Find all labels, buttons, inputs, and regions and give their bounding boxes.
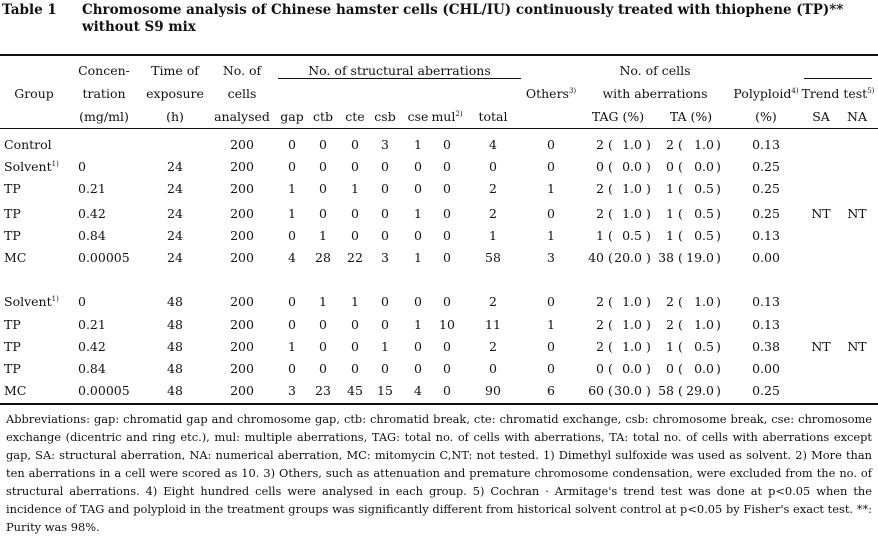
cell-tag-close: ) — [646, 228, 651, 243]
cell-tag-count: 0 — [596, 159, 604, 174]
row-group-label: TP — [4, 361, 21, 376]
cell-ta-count: 1 — [666, 339, 674, 354]
cell-ta-percent: 19.0 — [686, 250, 714, 265]
row-group — [4, 137, 52, 152]
cell-gap: 0 — [288, 361, 296, 376]
cell-ta-count: 0 — [666, 361, 674, 376]
cell-tag-open: ( — [608, 250, 613, 265]
trend-na-48h: NT — [847, 339, 867, 354]
row-group — [4, 228, 21, 243]
cell-ta-count: 1 — [666, 206, 674, 221]
header-ta: TA (%) — [669, 109, 713, 124]
cell-tag-close: ) — [646, 383, 651, 398]
cell-cte: 0 — [351, 137, 359, 152]
cell-tag-close: ) — [646, 137, 651, 152]
cell-ta-close: ) — [716, 159, 721, 174]
cell-total: 0 — [489, 159, 497, 174]
row-group-label: TP — [4, 206, 21, 221]
cell-tag-percent: 1.0 — [622, 317, 642, 332]
header-polyploid: Polyploid$^{4)}$ — [733, 86, 799, 101]
cell-ta-close: ) — [716, 181, 721, 196]
cell-time: 48 — [167, 294, 183, 309]
cell-ctb: 0 — [319, 206, 327, 221]
cell-csb: 1 — [381, 339, 389, 354]
cell-mul: 0 — [443, 228, 451, 243]
cell-others: 0 — [547, 294, 555, 309]
cell-gap: 0 — [288, 294, 296, 309]
cell-mul: 0 — [443, 181, 451, 196]
cell-total: 1 — [489, 228, 497, 243]
cell-tag-open: ( — [608, 181, 613, 196]
header-cells-2: cells — [227, 86, 257, 101]
cell-ctb: 23 — [315, 383, 331, 398]
cell-csb: 0 — [381, 294, 389, 309]
trend-na-24h: NT — [847, 206, 867, 221]
cell-gap: 1 — [288, 181, 296, 196]
cell-tag-close: ) — [646, 361, 651, 376]
cell-mul: 10 — [439, 317, 455, 332]
cell-ctb: 0 — [319, 317, 327, 332]
cell-conc: 0.84 — [78, 228, 106, 243]
cell-total: 0 — [489, 361, 497, 376]
header-concentration-3: (mg/ml) — [79, 109, 129, 124]
cell-tag-close: ) — [646, 339, 651, 354]
cell-ta-count: 2 — [666, 294, 674, 309]
cell-ctb: 0 — [319, 159, 327, 174]
row-group-label: TP — [4, 228, 21, 243]
cell-gap: 0 — [288, 228, 296, 243]
cell-tag-close: ) — [646, 317, 651, 332]
cell-csb: 0 — [381, 317, 389, 332]
cell-time: 24 — [167, 206, 183, 221]
cell-others: 0 — [547, 159, 555, 174]
trend-sa-24h: NT — [811, 206, 831, 221]
cell-tag-open: ( — [608, 317, 613, 332]
cell-cells: 200 — [230, 383, 254, 398]
cell-poly: 0.00 — [752, 250, 780, 265]
cell-csb: 3 — [381, 250, 389, 265]
cell-mul: 0 — [443, 137, 451, 152]
row-group — [4, 206, 21, 221]
cell-cte: 0 — [351, 159, 359, 174]
cell-conc: 0.42 — [78, 339, 106, 354]
cell-cte: 22 — [347, 250, 363, 265]
cell-ta-count: 1 — [666, 228, 674, 243]
header-csb: csb — [374, 109, 396, 124]
cell-cells: 200 — [230, 361, 254, 376]
table-number: Table 1 — [2, 2, 57, 18]
row-group — [4, 181, 21, 196]
header-time-1: Time of — [151, 63, 199, 78]
row-group — [4, 159, 59, 174]
cell-cse: 1 — [414, 250, 422, 265]
row-group — [4, 361, 21, 376]
cell-tag-open: ( — [608, 137, 613, 152]
row-group — [4, 294, 59, 309]
cell-cse: 0 — [414, 228, 422, 243]
cell-tag-percent: 1.0 — [622, 294, 642, 309]
header-gap: gap — [280, 109, 304, 124]
cell-cse: 0 — [414, 294, 422, 309]
header-cells-with-aberrations-1: No. of cells — [619, 63, 691, 78]
cell-ctb: 0 — [319, 181, 327, 196]
cell-cse: 0 — [414, 159, 422, 174]
cell-time: 48 — [167, 383, 183, 398]
cell-others: 0 — [547, 206, 555, 221]
cell-tag-percent: 30.0 — [614, 383, 642, 398]
table-title — [2, 2, 872, 36]
cell-total: 4 — [489, 137, 497, 152]
cell-ta-open: ( — [678, 383, 683, 398]
cell-tag-percent: 20.0 — [614, 250, 642, 265]
cell-ta-close: ) — [716, 317, 721, 332]
cell-ctb: 1 — [319, 228, 327, 243]
cell-time: 24 — [167, 159, 183, 174]
cell-cells: 200 — [230, 339, 254, 354]
cell-poly: 0.13 — [752, 317, 780, 332]
cell-ta-percent: 1.0 — [694, 317, 714, 332]
cell-poly: 0.13 — [752, 137, 780, 152]
cell-ta-percent: 0.5 — [694, 339, 714, 354]
header-time-2: exposure — [146, 86, 204, 101]
header-mul: mul$^{2)}$ — [431, 109, 463, 124]
header-cse: cse — [407, 109, 429, 124]
cell-mul: 0 — [443, 250, 451, 265]
cell-gap: 0 — [288, 159, 296, 174]
cell-cte: 45 — [347, 383, 363, 398]
cell-poly: 0.25 — [752, 206, 780, 221]
cell-gap: 1 — [288, 339, 296, 354]
cell-ta-open: ( — [678, 159, 683, 174]
cell-cells: 200 — [230, 317, 254, 332]
cell-cells: 200 — [230, 250, 254, 265]
cell-ta-close: ) — [716, 137, 721, 152]
cell-tag-count: 2 — [596, 181, 604, 196]
cell-time: 24 — [167, 250, 183, 265]
row-group-label: TP — [4, 339, 21, 354]
cell-gap: 4 — [288, 250, 296, 265]
cell-others: 1 — [547, 228, 555, 243]
cell-total: 90 — [485, 383, 501, 398]
cell-mul: 0 — [443, 206, 451, 221]
cell-ta-count: 2 — [666, 137, 674, 152]
cell-time: 24 — [167, 228, 183, 243]
cell-tag-percent: 1.0 — [622, 137, 642, 152]
cell-mul: 0 — [443, 159, 451, 174]
cell-tag-count: 1 — [596, 228, 604, 243]
cell-ta-open: ( — [678, 317, 683, 332]
cell-conc: 0.00005 — [78, 250, 130, 265]
row-group — [4, 250, 26, 265]
cell-tag-open: ( — [608, 228, 613, 243]
cell-others: 1 — [547, 181, 555, 196]
cell-cells: 200 — [230, 228, 254, 243]
cell-tag-close: ) — [646, 181, 651, 196]
cell-gap: 0 — [288, 137, 296, 152]
cell-csb: 0 — [381, 206, 389, 221]
cell-mul: 0 — [443, 383, 451, 398]
cell-ta-count: 0 — [666, 159, 674, 174]
cell-time: 24 — [167, 181, 183, 196]
cell-ta-close: ) — [716, 339, 721, 354]
cell-ctb: 0 — [319, 137, 327, 152]
cell-tag-count: 2 — [596, 206, 604, 221]
cell-total: 2 — [489, 339, 497, 354]
cell-cte: 0 — [351, 317, 359, 332]
cell-ta-percent: 29.0 — [686, 383, 714, 398]
cell-cte: 0 — [351, 361, 359, 376]
cell-csb: 0 — [381, 181, 389, 196]
row-group — [4, 383, 26, 398]
cell-ta-open: ( — [678, 361, 683, 376]
cell-tag-percent: 0.0 — [622, 361, 642, 376]
cell-mul: 0 — [443, 339, 451, 354]
row-group — [4, 317, 21, 332]
cell-tag-count: 2 — [596, 137, 604, 152]
cell-tag-count: 40 — [588, 250, 604, 265]
row-group-label: Control — [4, 137, 52, 152]
cell-others: 1 — [547, 317, 555, 332]
cell-csb: 15 — [377, 383, 393, 398]
cell-tag-percent: 1.0 — [622, 181, 642, 196]
cell-ta-close: ) — [716, 361, 721, 376]
cell-ta-percent: 0.0 — [694, 361, 714, 376]
cell-cse: 1 — [414, 137, 422, 152]
cell-tag-close: ) — [646, 294, 651, 309]
cell-mul: 0 — [443, 361, 451, 376]
cell-cse: 0 — [414, 181, 422, 196]
cell-cse: 0 — [414, 361, 422, 376]
cell-tag-count: 0 — [596, 361, 604, 376]
cell-ta-close: ) — [716, 250, 721, 265]
header-bottom-rule — [0, 128, 878, 129]
cell-gap: 3 — [288, 383, 296, 398]
header-cells-3: analysed — [214, 109, 270, 124]
cell-cse: 4 — [414, 383, 422, 398]
cell-conc: 0 — [78, 294, 86, 309]
row-group-label: Solvent — [4, 294, 52, 309]
cell-ta-count: 58 — [658, 383, 674, 398]
cell-ta-percent: 0.5 — [694, 206, 714, 221]
cell-cse: 1 — [414, 206, 422, 221]
cell-tag-percent: 0.0 — [622, 159, 642, 174]
row-group-label: MC — [4, 383, 27, 398]
cell-tag-open: ( — [608, 294, 613, 309]
cell-ta-close: ) — [716, 383, 721, 398]
row-group-footnote: 1) — [51, 294, 59, 303]
cell-cells: 200 — [230, 294, 254, 309]
top-rule — [0, 54, 878, 56]
cell-others: 6 — [547, 383, 555, 398]
cell-poly: 0.13 — [752, 228, 780, 243]
cell-csb: 0 — [381, 159, 389, 174]
cell-cte: 0 — [351, 206, 359, 221]
cell-time: 48 — [167, 339, 183, 354]
cell-csb: 3 — [381, 137, 389, 152]
row-group-label: Solvent — [4, 159, 52, 174]
header-structural-aberrations: No. of structural aberrations — [308, 63, 491, 78]
cell-ta-count: 1 — [666, 181, 674, 196]
cell-cse: 0 — [414, 339, 422, 354]
cell-gap: 0 — [288, 317, 296, 332]
header-concentration-2: tration — [82, 86, 126, 101]
cell-poly: 0.00 — [752, 361, 780, 376]
cell-ctb: 28 — [315, 250, 331, 265]
header-concentration-1: Concen- — [78, 63, 130, 78]
cell-ta-count: 2 — [666, 317, 674, 332]
cell-ta-percent: 1.0 — [694, 137, 714, 152]
cell-tag-count: 2 — [596, 339, 604, 354]
row-group-label: TP — [4, 317, 21, 332]
cell-total: 11 — [485, 317, 501, 332]
cell-others: 0 — [547, 339, 555, 354]
header-ctb: ctb — [312, 109, 334, 124]
cell-csb: 0 — [381, 361, 389, 376]
cell-poly: 0.38 — [752, 339, 780, 354]
cell-tag-percent: 1.0 — [622, 339, 642, 354]
cell-poly: 0.25 — [752, 181, 780, 196]
cell-ctb: 1 — [319, 294, 327, 309]
cell-ctb: 0 — [319, 361, 327, 376]
cell-tag-open: ( — [608, 383, 613, 398]
cell-conc: 0.84 — [78, 361, 106, 376]
cell-conc: 0.21 — [78, 317, 106, 332]
structural-header-rule — [278, 78, 521, 79]
trend-header-rule — [804, 78, 872, 79]
cell-poly: 0.13 — [752, 294, 780, 309]
cell-gap: 1 — [288, 206, 296, 221]
header-cte: cte — [345, 109, 365, 124]
cell-ta-close: ) — [716, 228, 721, 243]
row-group-footnote: 1) — [51, 159, 59, 168]
cell-conc: 0.42 — [78, 206, 106, 221]
cell-ta-percent: 1.0 — [694, 294, 714, 309]
cell-ta-percent: 0.0 — [694, 159, 714, 174]
cell-ta-close: ) — [716, 294, 721, 309]
title-line-1: Chromosome analysis of Chinese hamster cells (CHL/IU) continuously treated with thiophene (TP)** — [82, 2, 844, 18]
cell-cte: 1 — [351, 294, 359, 309]
cell-tag-open: ( — [608, 339, 613, 354]
cell-poly: 0.25 — [752, 383, 780, 398]
cell-tag-count: 2 — [596, 294, 604, 309]
cell-csb: 0 — [381, 228, 389, 243]
trend-sa-48h: NT — [811, 339, 831, 354]
header-tag: TAG (%) — [591, 109, 645, 124]
header-sa: SA — [812, 109, 830, 124]
cell-ta-open: ( — [678, 137, 683, 152]
cell-cells: 200 — [230, 137, 254, 152]
cell-ta-open: ( — [678, 294, 683, 309]
cell-tag-percent: 1.0 — [622, 206, 642, 221]
cell-conc: 0.00005 — [78, 383, 130, 398]
header-group: Group — [14, 86, 54, 101]
cell-time: 48 — [167, 317, 183, 332]
cell-tag-close: ) — [646, 206, 651, 221]
cell-ta-open: ( — [678, 339, 683, 354]
cell-tag-open: ( — [608, 206, 613, 221]
header-total: total — [478, 109, 508, 124]
cell-tag-open: ( — [608, 159, 613, 174]
cell-ta-percent: 0.5 — [694, 181, 714, 196]
cell-others: 3 — [547, 250, 555, 265]
cell-cte: 1 — [351, 181, 359, 196]
header-time-3: (h) — [166, 109, 184, 124]
cell-cells: 200 — [230, 181, 254, 196]
header-trend-test: Trend test$^{5)}$ — [801, 86, 875, 101]
cell-tag-close: ) — [646, 250, 651, 265]
cell-cse: 1 — [414, 317, 422, 332]
row-group-label: MC — [4, 250, 27, 265]
cell-ta-open: ( — [678, 181, 683, 196]
cell-cte: 0 — [351, 228, 359, 243]
header-cells-1: No. of — [222, 63, 262, 78]
cell-ta-percent: 0.5 — [694, 228, 714, 243]
cell-tag-count: 2 — [596, 317, 604, 332]
cell-ta-count: 38 — [658, 250, 674, 265]
cell-total: 2 — [489, 181, 497, 196]
header-others: Others$^{3)}$ — [525, 86, 577, 101]
cell-tag-count: 60 — [588, 383, 604, 398]
cell-ta-open: ( — [678, 206, 683, 221]
cell-others: 0 — [547, 137, 555, 152]
title-line-2: without S9 mix — [82, 19, 196, 35]
cell-poly: 0.25 — [752, 159, 780, 174]
cell-conc: 0 — [78, 159, 86, 174]
cell-total: 58 — [485, 250, 501, 265]
cell-cells: 200 — [230, 159, 254, 174]
header-polyploid-unit: (%) — [755, 109, 777, 124]
cell-ctb: 0 — [319, 339, 327, 354]
table-footnotes: Abbreviations: gap: chromatid gap and chromosome gap, ctb: chromatid break, cte: chromatid exchange, csb: chromosome break, cse: chromosome exchange (dicentric and ring etc.), mul: multiple aberrations, TAG: total no. of cells with aberrations, TA: total no. of cells with aberrations except gap, SA: structural aberration, NA: numerical aberration, MC: mitomycin C,NT: not tested. 1) Dimethyl sulfoxide was used as solvent. 2) More than ten aberrations in a cell were scored as 10. 3) Others, such as attenuation and premature chromosome condensation, were excluded from the no. of structural aberrations. 4) Eight hundred cells were analysed in each group. 5) Cochran · Armitage's trend test was done at p<0.05 when the incidence of TAG and polyploid in the treatment groups was significantly different from historical solvent control at p<0.05 by Fisher's exact test. **: Purity was 98%. — [6, 412, 872, 534]
cell-time: 48 — [167, 361, 183, 376]
cell-total: 2 — [489, 206, 497, 221]
cell-cells: 200 — [230, 206, 254, 221]
cell-mul: 0 — [443, 294, 451, 309]
header-cells-with-aberrations-2: with aberrations — [602, 86, 708, 101]
cell-ta-close: ) — [716, 206, 721, 221]
cell-ta-open: ( — [678, 228, 683, 243]
cell-conc: 0.21 — [78, 181, 106, 196]
cell-tag-open: ( — [608, 361, 613, 376]
header-na: NA — [847, 109, 867, 124]
cell-tag-close: ) — [646, 159, 651, 174]
bottom-rule — [0, 403, 878, 405]
cell-tag-percent: 0.5 — [622, 228, 642, 243]
row-group — [4, 339, 21, 354]
cell-ta-open: ( — [678, 250, 683, 265]
cell-total: 2 — [489, 294, 497, 309]
row-group-label: TP — [4, 181, 21, 196]
cell-others: 0 — [547, 361, 555, 376]
cell-cte: 0 — [351, 339, 359, 354]
